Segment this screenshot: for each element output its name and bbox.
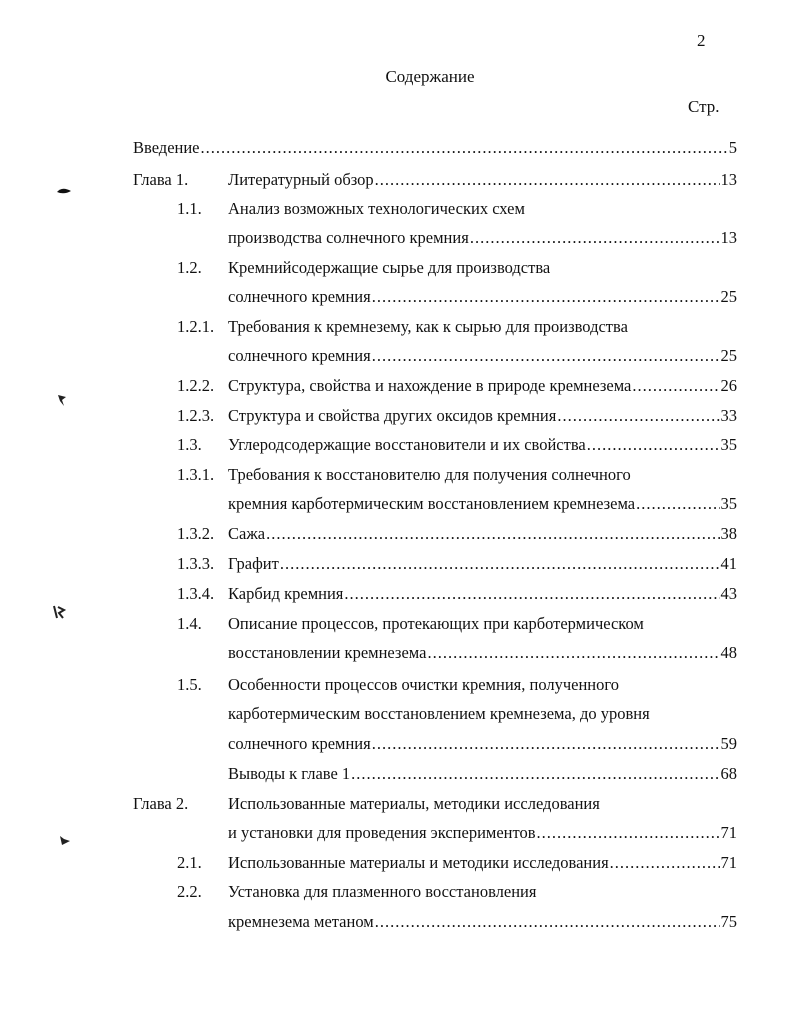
page-title: Содержание [385,67,475,86]
toc-entry-text: кремнезема метаном [228,912,374,931]
toc-chapter-number: Глава 2. [133,794,189,813]
toc-section-number: 2.2. [177,882,202,901]
toc-entry-chapter-2 [228,823,737,843]
toc-section-number: 1.3.4. [177,584,215,603]
toc-entry-text: и установки для проведения экспериментов [228,823,536,842]
toc-entry-text: Особенности процессов очистки кремния, полученного [228,675,619,694]
toc-entry-text: Литературный обзор [228,170,374,189]
toc-entry-text: Использованные материалы и методики исследования [228,853,609,872]
page-number: 2 [697,31,706,50]
toc-entry-1-4 [228,643,737,663]
toc-section-number: 1.3.1. [177,465,215,484]
toc-section-number: 1.3. [177,435,202,454]
toc-entry-text: Введение [133,138,200,157]
toc-entry-page: 26 [720,376,737,395]
scan-speck-1 [56,186,72,198]
toc-entry-text: кремния карботермическим восстановлением кремнезема [228,494,636,513]
toc-entry-text: производства солнечного кремния [228,228,469,247]
toc-section-number: 2.1. [177,853,202,872]
toc-entry-1-3-2 [228,524,737,544]
toc-section-number: 1.5. [177,675,202,694]
toc-entry-1-2-1 [228,346,737,366]
toc-entry-text: Углеродсодержащие восстановители и их свойства [228,435,586,454]
toc-entry-page: 35 [720,435,737,454]
toc-entry-page: 13 [720,228,737,247]
toc-section-number: 1.1. [177,199,202,218]
toc-section-number: 1.3.3. [177,554,215,573]
toc-section-number: 1.2.2. [177,376,215,395]
scan-speck-2 [56,393,68,407]
toc-entry-page: 13 [720,170,737,189]
toc-entry-1-3-1 [228,494,737,514]
toc-entry-page: 48 [720,643,737,662]
toc-entry-page: 38 [720,524,737,543]
toc-entry-text: Карбид кремния [228,584,344,603]
toc-entry-text: Выводы к главе 1 [228,764,351,783]
toc-entry-2-1 [228,853,737,873]
toc-entry-1-5 [228,734,737,754]
toc-entry-page: 75 [720,912,737,931]
scan-speck-4 [58,835,72,847]
toc-entry-text: Структура, свойства и нахождение в природе кремнезема [228,376,632,395]
toc-entry-2-2 [228,912,737,932]
toc-entry-text: Требования к кремнезему, как к сырью для производства [228,317,628,336]
toc-entry-page: 43 [720,584,737,603]
toc-entry-chapter-1 [228,170,737,190]
toc-section-number: 1.3.2. [177,524,215,543]
toc-entry-text: Описание процессов, протекающих при карботермическом [228,614,644,633]
toc-entry-page: 5 [728,138,737,157]
toc-entry-text: солнечного кремния [228,346,371,365]
toc-entry-text: Структура и свойства других оксидов кремния [228,406,557,425]
toc-entry-text: солнечного кремния [228,287,371,306]
toc-section-number: 1.2. [177,258,202,277]
toc-entry-page: 71 [720,823,737,842]
toc-entry-page: 33 [720,406,737,425]
toc-entry-1-2 [228,287,737,307]
toc-section-number: 1.4. [177,614,202,633]
toc-section-number: 1.2.3. [177,406,215,425]
toc-entry-1-2-3 [228,406,737,426]
page-column-label: Стр. [688,97,720,116]
toc-entry-1-2-2 [228,376,737,396]
toc-entry-1-3-4 [228,584,737,604]
toc-entry-page: 68 [720,764,737,783]
toc-entry-text: Сажа [228,524,266,543]
toc-entry-page: 25 [720,346,737,365]
toc-entry-text: восстановлении кремнезема [228,643,427,662]
toc-entry-conclusions-1 [228,764,737,784]
toc-entry-1-3 [228,435,737,455]
toc-chapter-number: Глава 1. [133,170,189,189]
toc-entry-text: Установка для плазменного восстановления [228,882,537,901]
scan-speck-3 [52,604,66,620]
toc-entry-text: солнечного кремния [228,734,371,753]
toc-entry-page: 25 [720,287,737,306]
toc-entry-page: 71 [720,853,737,872]
toc-entry-1-3-3 [228,554,737,574]
toc-entry-text: Анализ возможных технологических схем [228,199,525,218]
toc-entry-text: Требования к восстановителю для получения солнечного [228,465,631,484]
toc-entry-intro [133,138,737,158]
toc-entry-text: Графит [228,554,279,573]
toc-entry-1-1 [228,228,737,248]
toc-entry-page: 41 [720,554,737,573]
toc-entry-page: 35 [720,494,737,513]
toc-section-number: 1.2.1. [177,317,215,336]
toc-entry-text: Использованные материалы, методики исследования [228,794,600,813]
toc-entry-page: 59 [720,734,737,753]
toc-entry-text: карботермическим восстановлением кремнезема, до уровня [228,704,650,723]
toc-entry-text: Кремнийсодержащие сырье для производства [228,258,551,277]
